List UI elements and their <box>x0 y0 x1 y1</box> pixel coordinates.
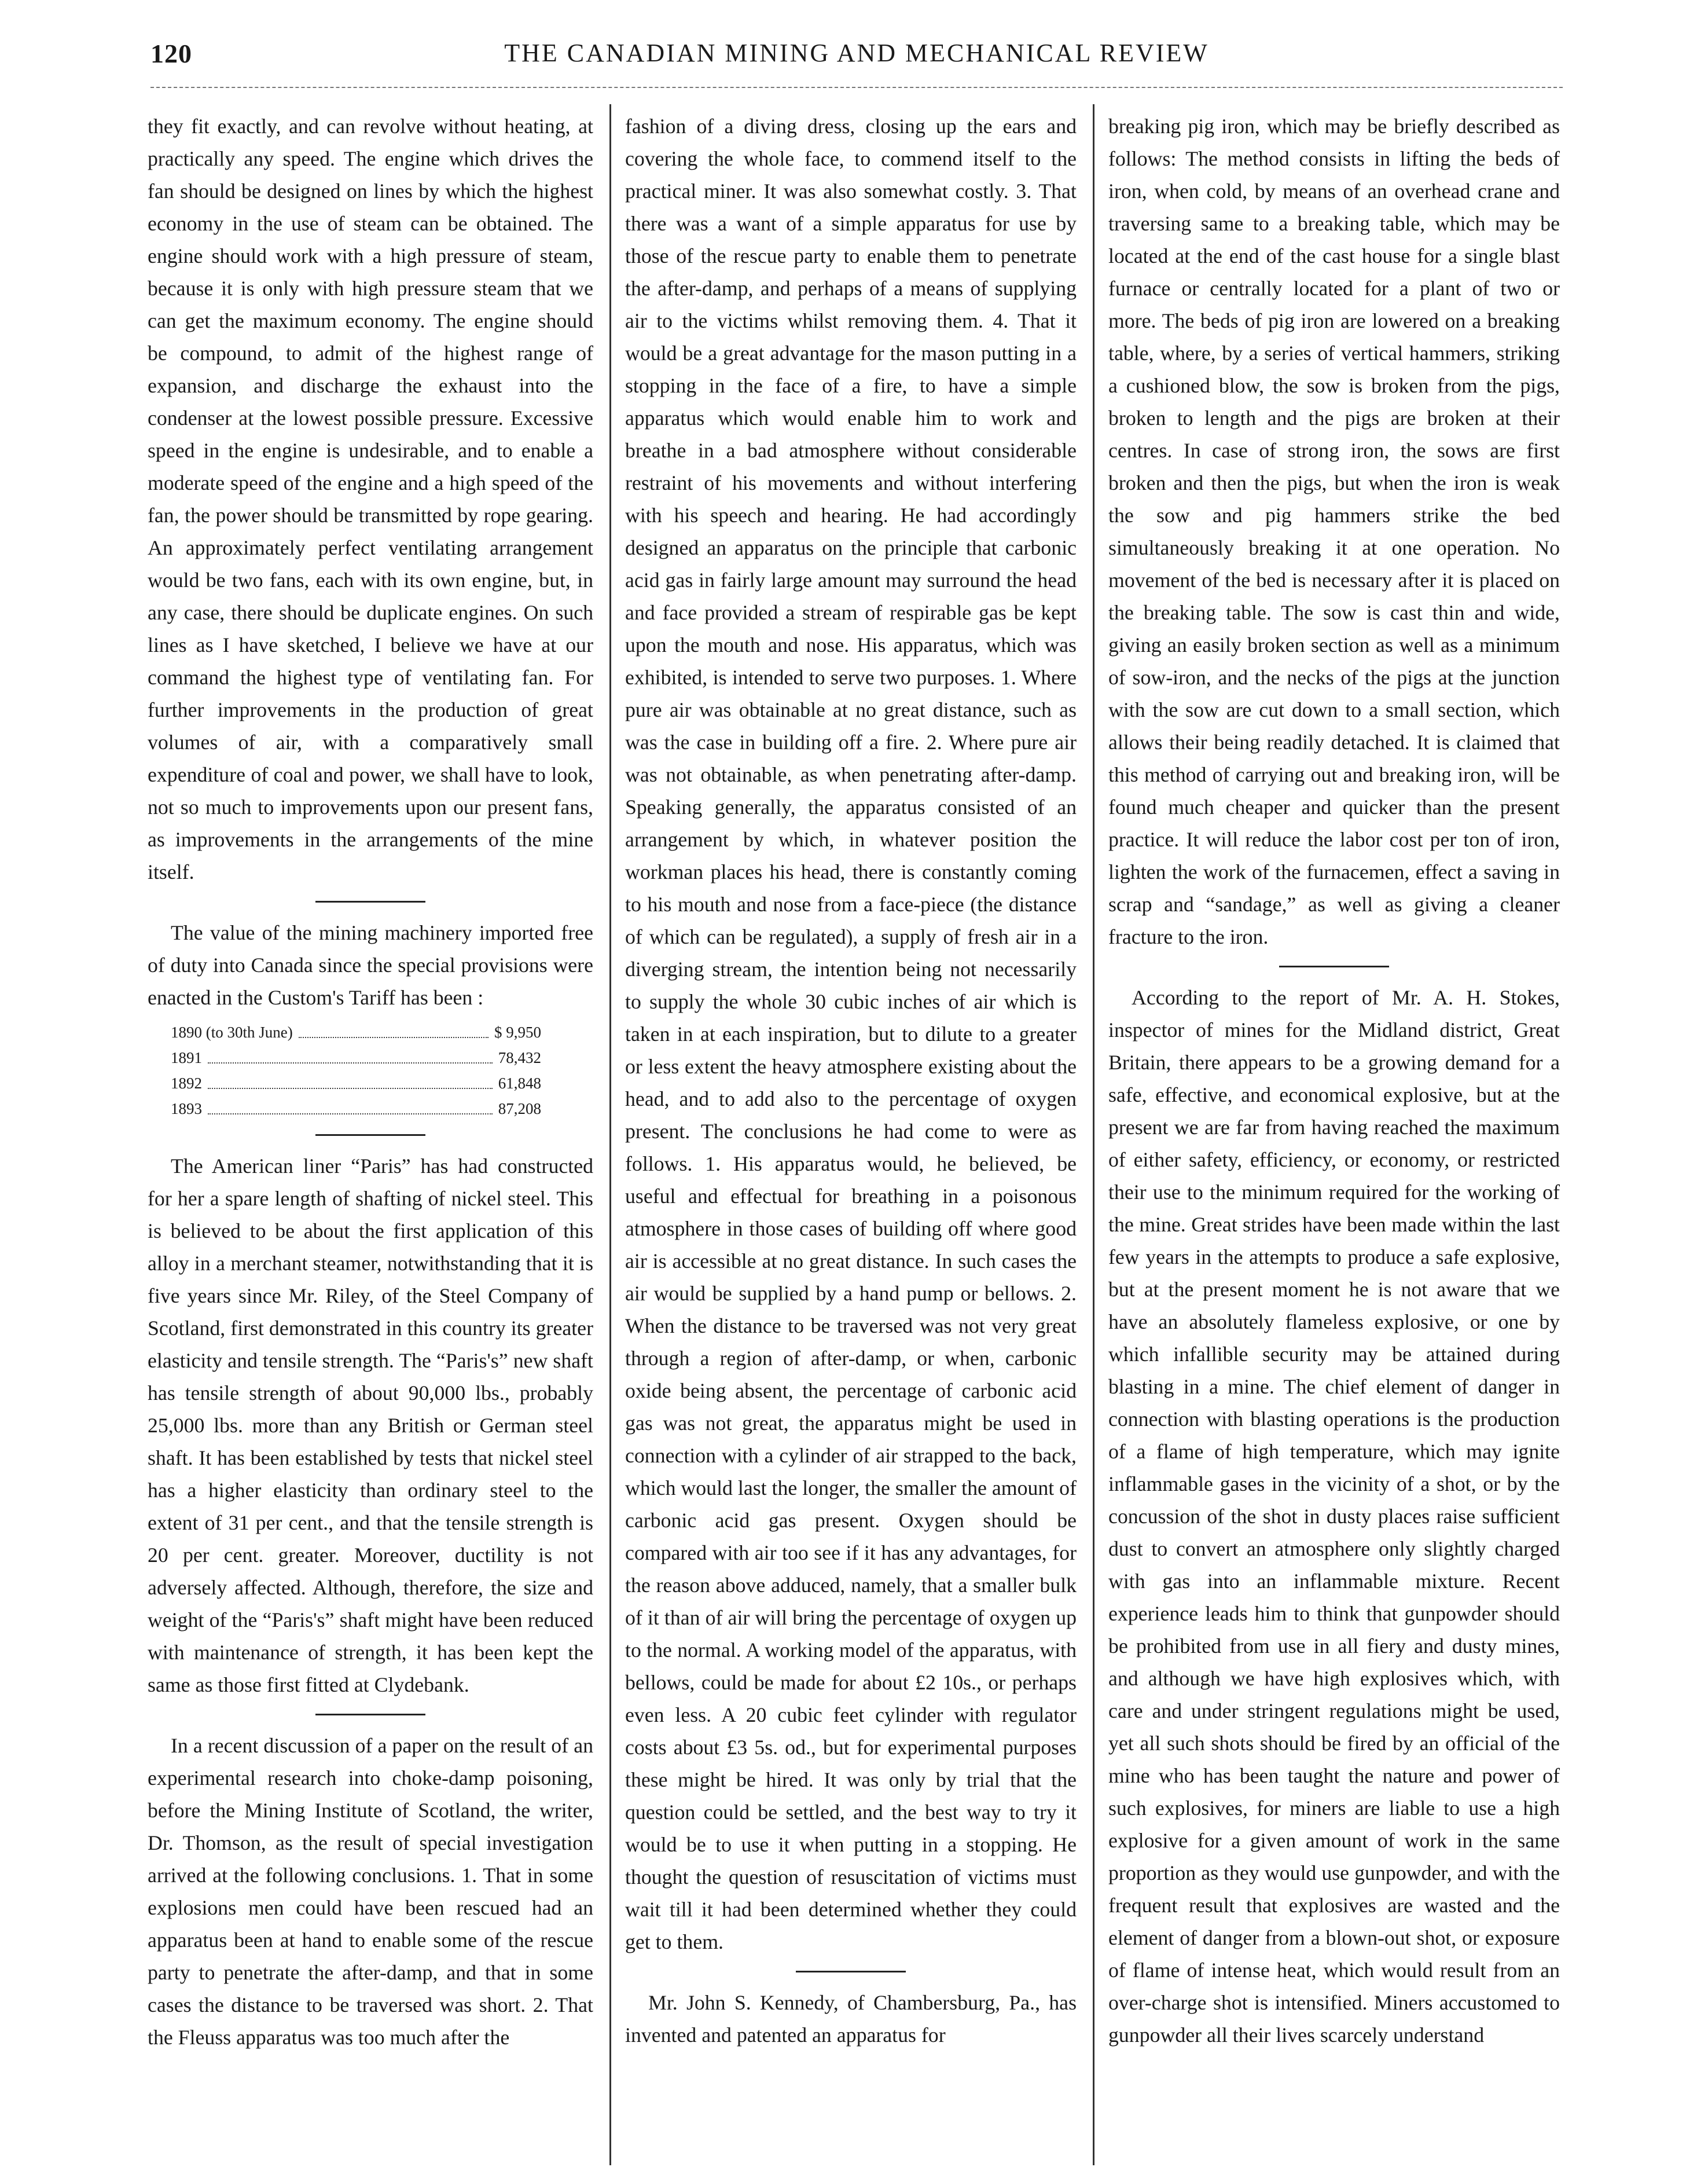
article-separator <box>315 1134 425 1136</box>
article-separator <box>315 1714 425 1715</box>
header-rule <box>150 87 1563 88</box>
article-paragraph: Mr. John S. Kennedy, of Chambersburg, Pa., has invented and patented an apparatus for <box>625 1991 1077 2047</box>
tariff-table <box>171 1020 541 1121</box>
tariff-row <box>171 1045 541 1070</box>
tariff-value: $ 9,950 <box>494 1024 541 1041</box>
journal-title: THE CANADIAN MINING AND MECHANICAL REVIEW <box>504 39 1209 67</box>
page-header <box>150 38 1563 79</box>
article-separator <box>315 901 425 903</box>
tariff-value: 87,208 <box>498 1100 541 1117</box>
dot-leader <box>208 1096 493 1114</box>
column-middle <box>625 110 1077 2171</box>
column-divider <box>1093 104 1094 2165</box>
tariff-year: 1891 <box>171 1049 202 1066</box>
article-paragraph: According to the report of Mr. A. H. Stokes, inspector of mines for the Midland district, Great Britain, there appears to be a growing demand for a safe, effective, and economical explosive, but at the present we are far from having reached the maximum of either safety, efficiency, or economy, or restricted their use to the minimum required for the working of the mine. Great strides have been made within the last few years in the attempts to produce a safe explosive, but at the present moment he is not aware that we have an absolutely flameless explosive, or one by which infallible security may be attained during blasting in a mine. The chief element of danger in connection with blasting operations is the production of a flame of high temperature, which may ignite inflammable gases in the vicinity of a shot, or by the concussion of the shot in dusty places raise sufficient dust to convert an atmosphere only slightly charged with gas into an inflammable mixture. Recent experience leads him to think that gunpowder should be prohibited from use in all fiery and dusty mines, and although we have high explosives which, with care and under stringent regulations might be used, yet all such shots should be fired by an official of the mine who has been taught the nature and power of such explosives, for miners are liable to use a high explosive for a given amount of work in the same proportion as they would use gunpowder, and with the frequent result that explosives are wasted and the element of danger from a blown-out shot, or exposure of flame of intense heat, which would result from an over-charge shot is intensified. Miners accustomed to gunpowder all their lives scarcely understand <box>1108 986 1560 2047</box>
article-paragraph: they fit exactly, and can revolve without heating, at practically any speed. The engine which drives the fan should be designed on lines by which the highest economy in the use of steam can be obtained. The engine should work with a high pressure of steam, because it is only with high pressure steam that we can get the maximum economy. The engine should be compound, to admit of the highest range of expansion, and discharge the exhaust into the condenser at the lowest possible pressure. Excessive speed in the engine is undesirable, and to enable a moderate speed of the engine and a high speed of the fan, the power should be transmitted by rope gearing. An approximately perfect ventilating arrangement would be two fans, each with its own engine, but, in any case, there should be duplicate engines. On such lines as I have sketched, I believe we have at our command the highest type of ventilating fan. For further improvements in the production of great volumes of air, with a comparatively small expenditure of coal and power, we shall have to look, not so much to improvements upon our present fans, as improvements in the arrangements of the mine itself. <box>148 115 593 883</box>
article-paragraph: fashion of a diving dress, closing up the ears and covering the whole face, to commend itself to the practical miner. It was also somewhat costly. 3. That there was a want of a simple apparatus for use by those of the rescue party to enable them to penetrate the after-damp, and perhaps of a means of supplying air to the victims whilst removing them. 4. That it would be a great advantage for the mason putting in a stopping in the face of a fire, to have a simple apparatus which would enable him to work and breathe in a bad atmosphere without considerable restraint of his movements and without interfering with his speech and hearing. He had accordingly designed an apparatus on the principle that carbonic acid gas in fairly large amount may surround the head and face provided a stream of respirable gas be kept upon the mouth and nose. His apparatus, which was exhibited, is intended to serve two purposes. 1. Where pure air was obtainable at no great distance, such as was the case in building off a fire. 2. Where pure air was not obtainable, as when penetrating after-damp. Speaking generally, the apparatus consisted of an arrangement by which, in whatever position the workman places his head, there is constantly coming to his mouth and nose from a face-piece (the distance of which can be regulated), a supply of fresh air in a diverging stream, the intention being not necessarily to supply the whole 30 cubic inches of air which is taken in at each inspiration, but to dilute to a greater or less extent the heavy atmosphere existing about the head, and to add also to the percentage of oxygen present. The conclusions he had come to were as follows. 1. His apparatus would, he believed, be useful and effectual for breathing in a poisonous atmosphere in those cases of building off where good air is accessible at no great distance. In such cases the air would be supplied by a hand pump or bellows. 2. When the distance to be traversed was not very great through a region of after-damp, or when, carbonic oxide being absent, the percentage of carbonic acid gas was not great, the apparatus might be used in connection with a cylinder of air strapped to the back, which would last the longer, the smaller the amount of carbonic acid gas present. Oxygen should be compared with air too see if it has any advantages, for the reason above adduced, namely, that a smaller bulk of it than of air will bring the percentage of oxygen up to the normal. A working model of the apparatus, with bellows, could be made for about £2 10s., or perhaps even less. A 20 cubic feet cylinder with regulator costs about £3 5s. od., but for experimental purposes these might be hired. It was only by trial that the question could be settled, and the best way to try it would be to use it when putting in a stopping. He thought the question of resuscitation of victims must wait till it had been determined whether they could get to them. <box>625 115 1077 1953</box>
article-paragraph: The American liner “Paris” has had constructed for her a spare length of shafting of nickel steel. This is believed to be about the first application of this alloy in a merchant steamer, notwithstanding that it is five years since Mr. Riley, of the Steel Company of Scotland, first demonstrated in this country its greater elasticity and tensile strength. The “Paris's” new shaft has tensile strength of about 90,000 lbs., probably 25,000 lbs. more than any British or German steel shaft. It has been established by tests that nickel steel has a higher elasticity than ordinary steel to the extent of 31 per cent., and that the tensile strength is 20 per cent. greater. Moreover, ductility is not adversely affected. Although, therefore, the size and weight of the “Paris's” shaft might have been reduced with maintenance of strength, it has been kept the same as those first fitted at Clydebank. <box>148 1154 593 1696</box>
column-divider <box>609 104 611 2165</box>
tariff-year: 1893 <box>171 1100 202 1117</box>
article-paragraph: In a recent discussion of a paper on the result of an experimental research into choke-damp poisoning, before the Mining Institute of Scotland, the writer, Dr. Thomson, as the result of special investigation arrived at the following conclusions. 1. That in some explosions men could have been rescued had an apparatus been at hand to enable some of the rescue party to penetrate the after-damp, and that in some cases the distance to be traversed was short. 2. That the Fleuss apparatus was too much after the <box>148 1734 593 2049</box>
tariff-value: 78,432 <box>498 1049 541 1066</box>
article-separator <box>796 1971 906 1972</box>
tariff-row <box>171 1020 541 1045</box>
article-paragraph: breaking pig iron, which may be briefly described as follows: The method consists in lifting the beds of iron, when cold, by means of an overhead crane and traversing same to a breaking table, which may be located at the end of the cast house for a single blast furnace or centrally located for a plant of two or more. The beds of pig iron are lowered on a breaking table, where, by a series of vertical hammers, striking a cushioned blow, the sow is broken from the pigs, broken to length and the pigs are broken at their centres. In case of strong iron, the sows are first broken and then the pigs, but when the iron is weak the sow and pig hammers strike the bed simultaneously breaking it at one operation. No movement of the bed is necessary after it is placed on the breaking table. The sow is cast thin and wide, giving an easily broken section as well as a minimum of sow-iron, and the necks of the pigs at the junction with the sow are cut down to a small section, which allows their being readily detached. It is claimed that this method of carrying out and breaking iron, will be found much cheaper and quicker than the present practice. It will reduce the labor cost per ton of iron, lighten the work of the furnacemen, effect a saving in scrap and “sandage,” as well as giving a cleaner fracture to the iron. <box>1108 115 1560 948</box>
dot-leader <box>299 1020 488 1038</box>
article-paragraph: The value of the mining machinery imported free of duty into Canada since the special provisions were enacted in the Custom's Tariff has been : <box>148 921 593 1009</box>
column-right <box>1108 110 1560 2171</box>
dot-leader <box>208 1045 493 1064</box>
column-left <box>148 110 593 2171</box>
page-number: 120 <box>150 39 192 68</box>
article-separator <box>1279 966 1389 967</box>
tariff-year: 1892 <box>171 1075 202 1092</box>
tariff-row <box>171 1070 541 1096</box>
tariff-year: 1890 (to 30th June) <box>171 1024 293 1041</box>
tariff-row <box>171 1096 541 1121</box>
tariff-value: 61,848 <box>498 1075 541 1092</box>
dot-leader <box>208 1070 493 1089</box>
